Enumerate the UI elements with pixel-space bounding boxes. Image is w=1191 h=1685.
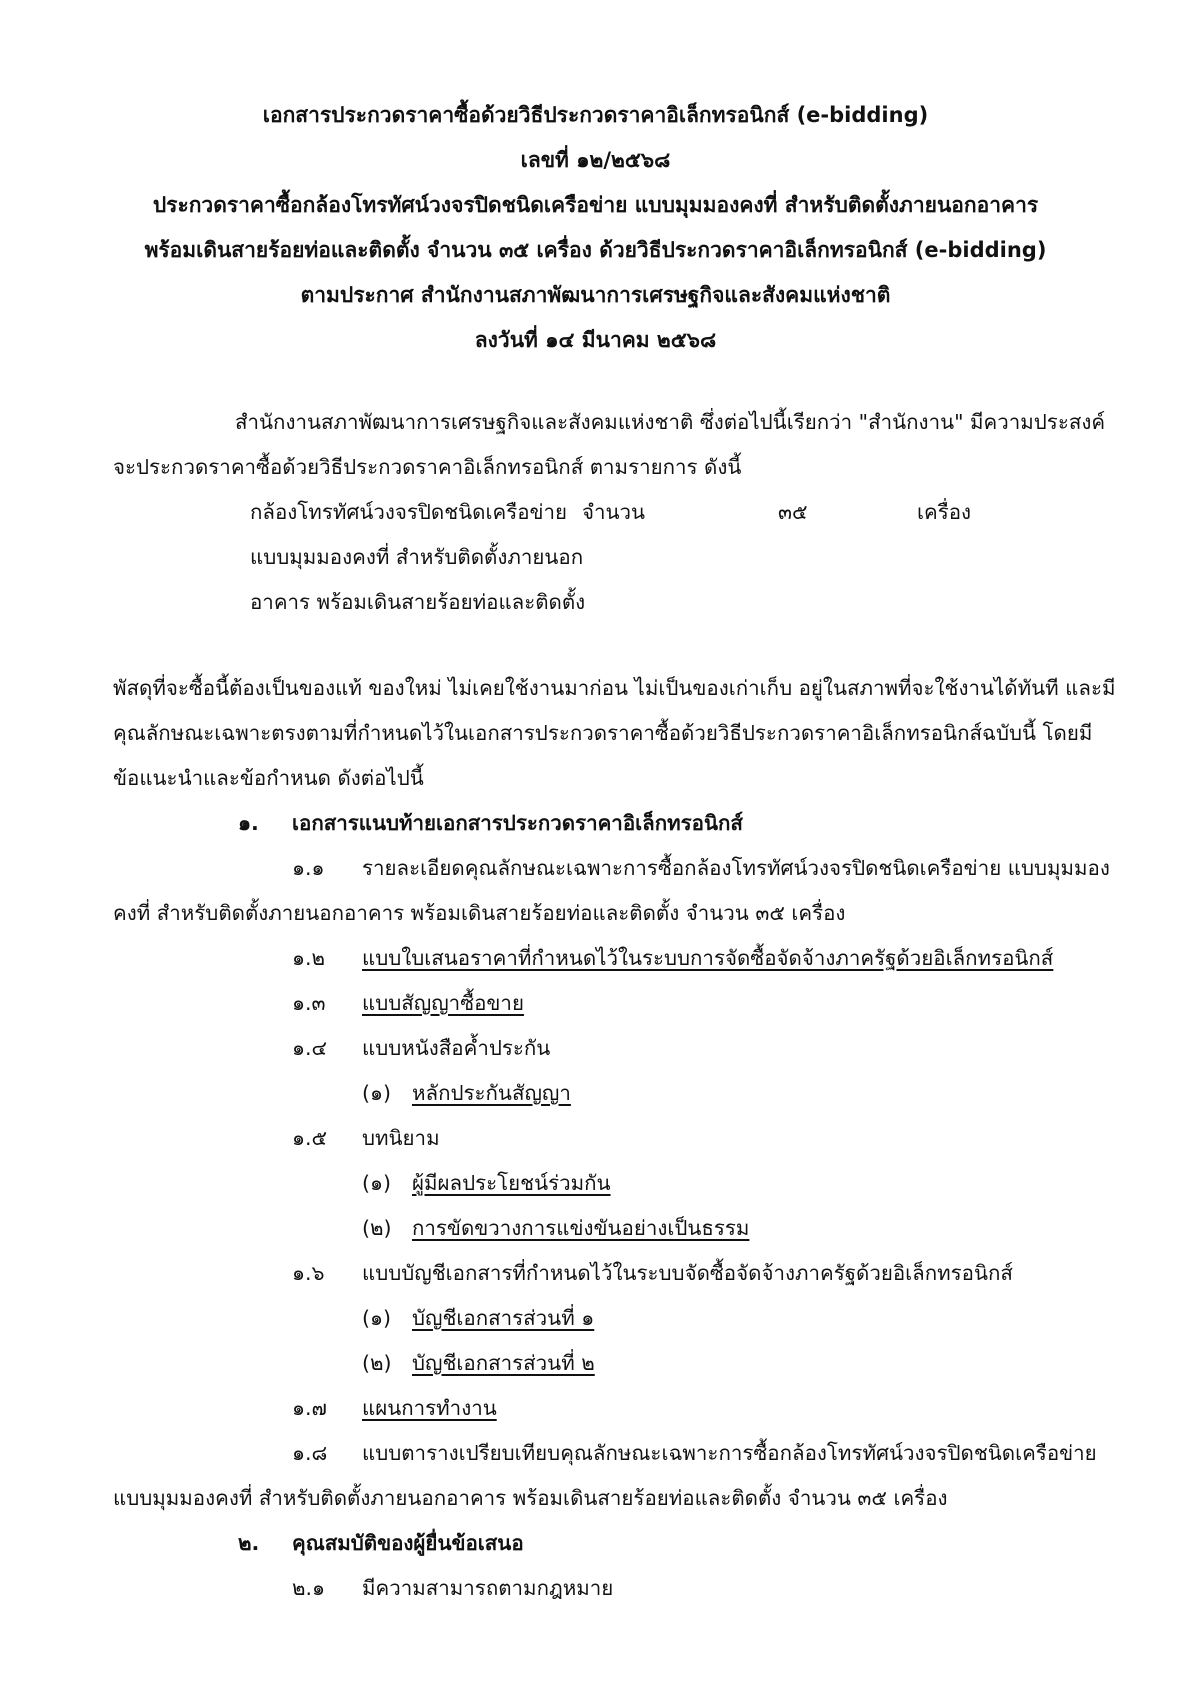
- item-1-6-sub-1-link[interactable]: บัญชีเอกสารส่วนที่ ๑: [412, 1306, 595, 1330]
- item-unit: เครื่อง: [917, 500, 972, 524]
- item-1-5-text: บทนิยาม: [362, 1126, 440, 1150]
- item-qty-label: จำนวน: [582, 500, 646, 524]
- item-name-line-1: กล้องโทรทัศน์วงจรปิดชนิดเครือข่าย: [250, 500, 568, 524]
- item-1-6-sub-2-link[interactable]: บัญชีเอกสารส่วนที่ ๒: [412, 1351, 595, 1375]
- subject-line-1: ประกวดราคาซื้อกล้องโทรทัศน์วงจรปิดชนิดเครือข่าย แบบมุมมองคงที่ สำหรับติดตั้งภายนอกอาคาร: [152, 193, 1039, 217]
- item-1-7-number: ๑.๗: [292, 1396, 327, 1420]
- item-name-line-3: อาคาร พร้อมเดินสายร้อยท่อและติดตั้ง: [250, 590, 586, 614]
- conditions-line-3: ข้อแนะนำและข้อกำหนด ดังต่อไปนี้: [113, 766, 424, 790]
- document-title: เอกสารประกวดราคาซื้อด้วยวิธีประกวดราคาอิเล็กทรอนิกส์ (e-bidding): [262, 103, 929, 127]
- section-1-title: เอกสารแนบท้ายเอกสารประกวดราคาอิเล็กทรอนิกส์: [292, 811, 743, 835]
- announcement-line: ตามประกาศ สำนักงานสภาพัฒนาการเศรษฐกิจและสังคมแห่งชาติ: [300, 283, 891, 307]
- item-2-1-text: มีความสามารถตามกฎหมาย: [362, 1576, 614, 1600]
- item-1-8-text-line-2: แบบมุมมองคงที่ สำหรับติดตั้งภายนอกอาคาร พร้อมเดินสายร้อยท่อและติดตั้ง จำนวน ๓๕ เครื่อง: [113, 1486, 948, 1510]
- document-number: เลขที่ ๑๒/๒๕๖๘: [520, 148, 671, 172]
- item-1-6-text: แบบบัญชีเอกสารที่กำหนดไว้ในระบบจัดซื้อจัดจ้างภาครัฐด้วยอิเล็กทรอนิกส์: [362, 1261, 1013, 1285]
- item-1-5-number: ๑.๕: [292, 1126, 328, 1150]
- intro-line-2: จะประกวดราคาซื้อด้วยวิธีประกวดราคาอิเล็กทรอนิกส์ ตามรายการ ดังนี้: [113, 455, 742, 479]
- section-2-title: คุณสมบัติของผู้ยื่นข้อเสนอ: [292, 1531, 524, 1555]
- section-2-number: ๒.: [238, 1531, 260, 1555]
- intro-line-1: สำนักงานสภาพัฒนาการเศรษฐกิจและสังคมแห่งชาติ ซึ่งต่อไปนี้เรียกว่า "สำนักงาน" มีความประสงค์: [235, 410, 1106, 434]
- item-1-3-number: ๑.๓: [292, 991, 326, 1015]
- item-1-4-sub-1-link[interactable]: หลักประกันสัญญา: [412, 1081, 571, 1105]
- item-1-8-number: ๑.๘: [292, 1441, 328, 1465]
- conditions-line-1: พัสดุที่จะซื้อนี้ต้องเป็นของแท้ ของใหม่ ไม่เคยใช้งานมาก่อน ไม่เป็นของเก่าเก็บ อยู่ในสภาพที่จะใช้งานได้ทันที และมี: [113, 676, 1116, 700]
- announcement-date: ลงวันที่ ๑๔ มีนาคม ๒๕๖๘: [474, 328, 717, 352]
- subject-line-2: พร้อมเดินสายร้อยท่อและติดตั้ง จำนวน ๓๕ เครื่อง ด้วยวิธีประกวดราคาอิเล็กทรอนิกส์ (e-bidding): [144, 238, 1047, 262]
- item-1-4-text: แบบหนังสือค้ำประกัน: [362, 1036, 551, 1060]
- item-qty-value: ๓๕: [778, 500, 808, 524]
- item-1-5-sub-1-number: (๑): [362, 1171, 392, 1195]
- item-1-5-sub-2-number: (๒): [362, 1216, 392, 1240]
- conditions-line-2: คุณลักษณะเฉพาะตรงตามที่กำหนดไว้ในเอกสารประกวดราคาซื้อด้วยวิธีประกวดราคาอิเล็กทรอนิกส์ฉบับนี้ โดยมี: [113, 721, 1093, 745]
- item-1-8-text-line-1: แบบตารางเปรียบเทียบคุณลักษณะเฉพาะการซื้อกล้องโทรทัศน์วงจรปิดชนิดเครือข่าย: [362, 1441, 1097, 1465]
- item-1-1-text-line-1: รายละเอียดคุณลักษณะเฉพาะการซื้อกล้องโทรทัศน์วงจรปิดชนิดเครือข่าย แบบมุมมอง: [362, 856, 1110, 880]
- item-1-1-text-line-2: คงที่ สำหรับติดตั้งภายนอกอาคาร พร้อมเดินสายร้อยท่อและติดตั้ง จำนวน ๓๕ เครื่อง: [113, 901, 846, 925]
- item-1-7-link[interactable]: แผนการทำงาน: [362, 1396, 497, 1420]
- section-1-number: ๑.: [238, 811, 259, 835]
- item-1-5-sub-2-link[interactable]: การขัดขวางการแข่งขันอย่างเป็นธรรม: [412, 1216, 750, 1240]
- item-1-6-number: ๑.๖: [292, 1261, 325, 1285]
- item-1-3-link[interactable]: แบบสัญญาซื้อขาย: [362, 991, 524, 1015]
- item-1-2-link[interactable]: แบบใบเสนอราคาที่กำหนดไว้ในระบบการจัดซื้อจัดจ้างภาครัฐด้วยอิเล็กทรอนิกส์: [362, 946, 1054, 970]
- item-1-5-sub-1-link[interactable]: ผู้มีผลประโยชน์ร่วมกัน: [412, 1171, 611, 1195]
- item-1-1-number: ๑.๑: [292, 856, 325, 880]
- item-1-4-sub-1-number: (๑): [362, 1081, 392, 1105]
- item-1-6-sub-1-number: (๑): [362, 1306, 392, 1330]
- item-1-6-sub-2-number: (๒): [362, 1351, 392, 1375]
- item-2-1-number: ๒.๑: [292, 1576, 326, 1600]
- item-1-4-number: ๑.๔: [292, 1036, 328, 1060]
- item-name-line-2: แบบมุมมองคงที่ สำหรับติดตั้งภายนอก: [250, 545, 584, 569]
- item-1-2-number: ๑.๒: [292, 946, 326, 970]
